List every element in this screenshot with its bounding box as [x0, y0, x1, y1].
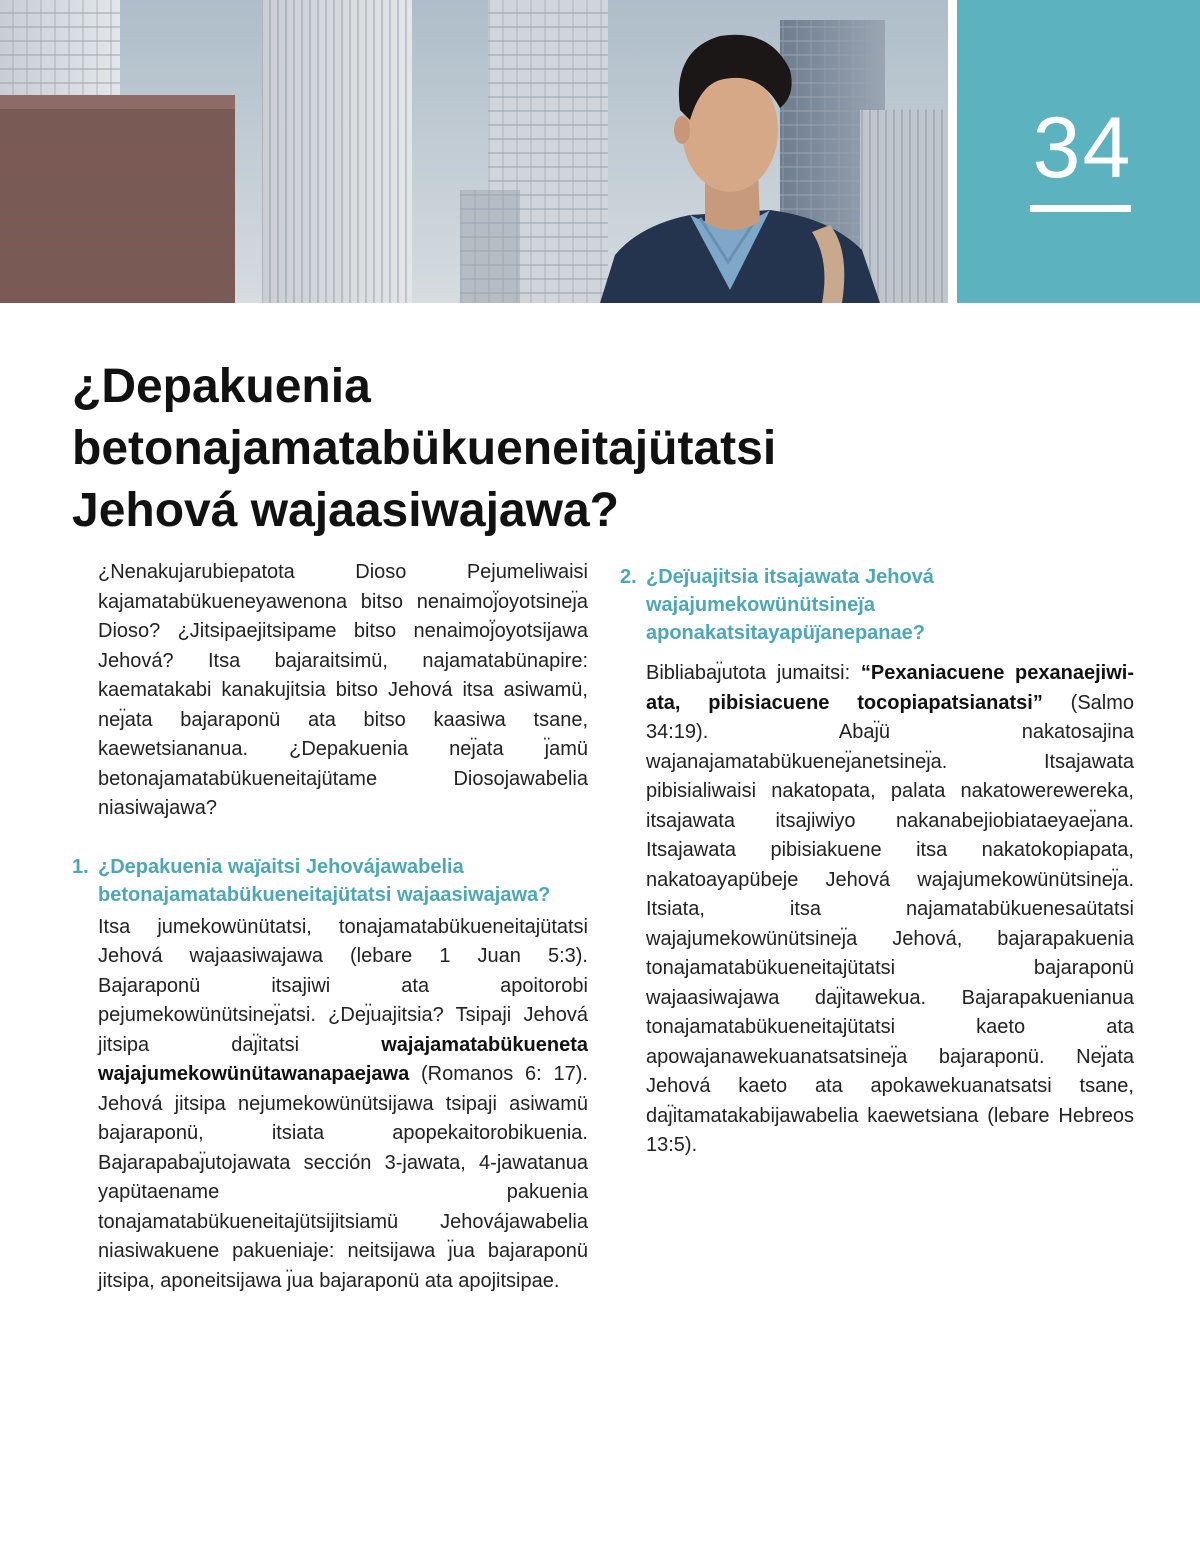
question-2-heading — [620, 563, 1134, 647]
answer-1-text-end: (Romanos 6: 17). Jehová jitsipa nejumekowünütsijawa tsipaji asiwamü bajaraponü, itsiata apopekaitorobikuenia. Bajarapabaȷ̈utojawata sección 3-jawata, 4-jawatanua yapütaename pakuenia tonajamatabükueneitajütsijitsiamü Jehovájawabelia niasiwakuene pakueniaje: neitsijawa ȷ̈ua bajaraponü jitsipa, aponeitsijawa ȷ̈ua bajaraponü ata apojitsipae. — [98, 1063, 588, 1292]
answer-2-text-end: (Salmo 34:19). Abaȷ̈ü nakatosajina wajanajamatabükueneȷ̈anetsineȷ̈a. Itsajawata pibisialiwaisi nakatopata, palata nakatowerewereka, itsajawata itsajiwiyo nakanabejiobiataeyaeȷ̈ana. Itsajawata pibisiakuene itsa nakatokopiapata, nakatoayapübeje Jehová wajajumekowünütsineȷ̈a. Itsiata, itsa najamatabükuenesaütatsi wajajumekowünütsineȷ̈a Jehová, bajarapakuenia tonajamatabükueneitajütatsi bajaraponü wajaasiwajawa daȷ̈itawekua. Bajarapakuenianua tonajamatabükueneitajütatsi kaeto ata apowajanawekuanatsatsineȷ̈a bajaraponü. Neȷ̈ata Jehová kaeto ata apokawekuanatsatsi tsane, daȷ̈itamatakabijawabelia kaewetsiana (lebare Hebreos 13:5). — [646, 691, 1135, 1156]
question-1-text: ¿Depakuenia waȷ̈aitsi Jehovájawabelia betonajamatabükueneitajütatsi wajaasiwajawa? — [98, 855, 551, 906]
question-1-number: 1. — [72, 855, 89, 878]
answer-2-bold-quote: “Pexaniacuene pexanaejiwi-ata, pibisiacuene tocopiapatsianatsi” — [646, 662, 1134, 714]
title-line-1: ¿Depakuenia — [72, 360, 371, 413]
answer-1-text-start: Itsa jumekowünütatsi, tonajamatabükueneitajütatsi Jehová wajaasiwajawa (lebare 1 Juan 5:3). Bajaraponü itsajiwi ata apoitorobi pejumekowünütsineȷ̈atsi. ¿Deȷ̈uajitsia? Tsipaji Jehová jitsipa daȷ̈itatsi — [98, 915, 588, 1056]
page-title — [72, 356, 1132, 542]
title-line-3: Jehová wajaasiwajawa? — [72, 484, 619, 537]
header-photo — [0, 0, 948, 303]
question-2-number: 2. — [620, 566, 637, 588]
answer-1-paragraph — [98, 913, 588, 1297]
left-column — [72, 558, 588, 1296]
intro-paragraph: ¿Nenakujarubiepatota Dioso Pejumeliwaisi kajamatabükueneyawenona bitso nenaimoj̈oyotsineȷ̈a Dioso? ¿Jitsipaejitsipame bitso nenaimoj̈oyotsijawa Jehová? Itsa bajaraitsimü, najamatabünapire: kaematakabi kanakujitsia bitso Jehová itsa asiwamü, neȷ̈ata bajaraponü ata bitso kaasiwa tsane, kaewetsiananua. ¿Depakuenia neȷ̈ata ȷ̈amü betonajamatabükueneitajütame Diosojawabelia niasiwajawa? — [98, 561, 588, 819]
title-line-2: betonajamatabükueneitajütatsi — [72, 422, 777, 475]
question-2-text: ¿Deȷ̈uajitsia itsajawata Jehová wajajumekowünütsineȷ̈a aponakatsitayapüȷ̈anepanae? — [646, 566, 934, 644]
lesson-number-badge — [957, 0, 1200, 303]
badge-underline — [1030, 205, 1131, 212]
answer-1-bold-phrase: wajajamatabükueneta wajajumekowünütawanapaejawa — [98, 1033, 588, 1085]
answer-2-text-start: Bibliabaȷ̈utota jumaitsi: — [646, 662, 861, 684]
lesson-number: 34 — [1032, 100, 1133, 196]
man-in-city-photo-icon — [0, 0, 948, 303]
answer-2-paragraph — [646, 659, 1134, 1161]
question-1-heading — [72, 853, 588, 909]
right-column — [620, 558, 1135, 1161]
